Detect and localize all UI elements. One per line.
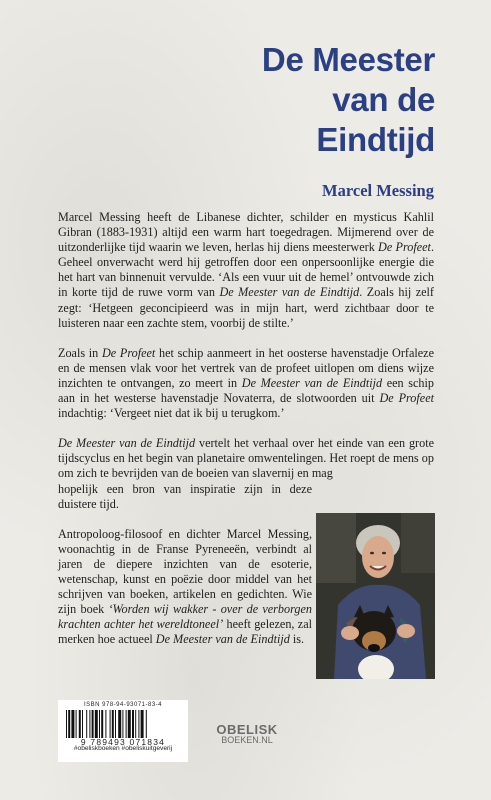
- author-photo: [316, 513, 435, 679]
- publisher-logo-sub: BOEKEN.NL: [221, 735, 273, 745]
- title-line-3: Eindtijd: [316, 121, 435, 158]
- paragraph-1: Marcel Messing heeft de Libanese dichter, schilder en mysticus Kahlil Gibran (1883-1931) altijd een warm hart toegedragen. Mijmerend over de uitzonderlijke tijd waarin we leven, herlas hij diens meesterwerk De Profeet. Geheel onverwacht werd hij getroffen door een onpersoonlijke energie die het hart van binnenuit vervulde. ‘Als een vuur uit de hemel’ ontvouwde zich in korte tijd de ruwe vorm van De Meester van de Eindtijd. Zoals hij zelf zegt: ‘Hetgeen geconcipieerd was in mijn hart, werd zichtbaar door te luisteren naar een zachte stem, voorbij de stilte.’: [58, 210, 434, 330]
- barcode-digits: 9 789493 071834: [80, 737, 166, 747]
- title-line-2: van de: [332, 81, 435, 118]
- paragraph-4: Antropoloog-filosoof en dichter Marcel Messing, woonachtig in de Franse Pyreneeën, verbindt al jaren de diepere inzichten van de esoterie, wetenschap, kunst en poëzie door middel van het schrijven van boeken, artikelen en gedichten. Wie zijn boek ‘Worden wij wakker - over de verborgen krachten achter het wereldtoneel’ heeft gelezen, zal merken hoe actueel De Meester van de Eindtijd is.: [58, 526, 312, 647]
- author-name: Marcel Messing: [322, 181, 434, 200]
- barcode-bars: [64, 710, 182, 738]
- hashtags: #obeliskboeken #obeliskuitgeverij: [73, 745, 173, 752]
- book-title: [135, 40, 435, 160]
- barcode-panel: [58, 700, 188, 762]
- publisher-logo: [215, 722, 279, 745]
- publisher-logo-name: OBELISK: [216, 722, 278, 737]
- isbn-label: ISBN 978-94-93071-83-4: [83, 702, 163, 708]
- title-line-1: De Meester: [261, 41, 435, 78]
- paragraph-2: Zoals in De Profeet het schip aanmeert in het oosterse havenstadje Orfaleze en de mensen vlak voor het vertrek van de profeet uitlopen om diens wijze inzichten te ontvangen, zo meert in De Meester van de Eindtijd een schip aan in het westerse havenstadje Novaterra, de slotwoorden uit De Profeet indachtig: ‘Vergeet niet dat ik bij u terugkom.’: [58, 345, 434, 421]
- paragraph-3: De Meester van de Eindtijd vertelt het verhaal over het einde van een grote tijdscyclus en het begin van planetaire omwentelingen. Het roept de mens op om zich te bevrijden van de boeien van slavernij en mag hopelijk een bron van inspiratie zijn in deze duistere tijd.: [58, 436, 434, 511]
